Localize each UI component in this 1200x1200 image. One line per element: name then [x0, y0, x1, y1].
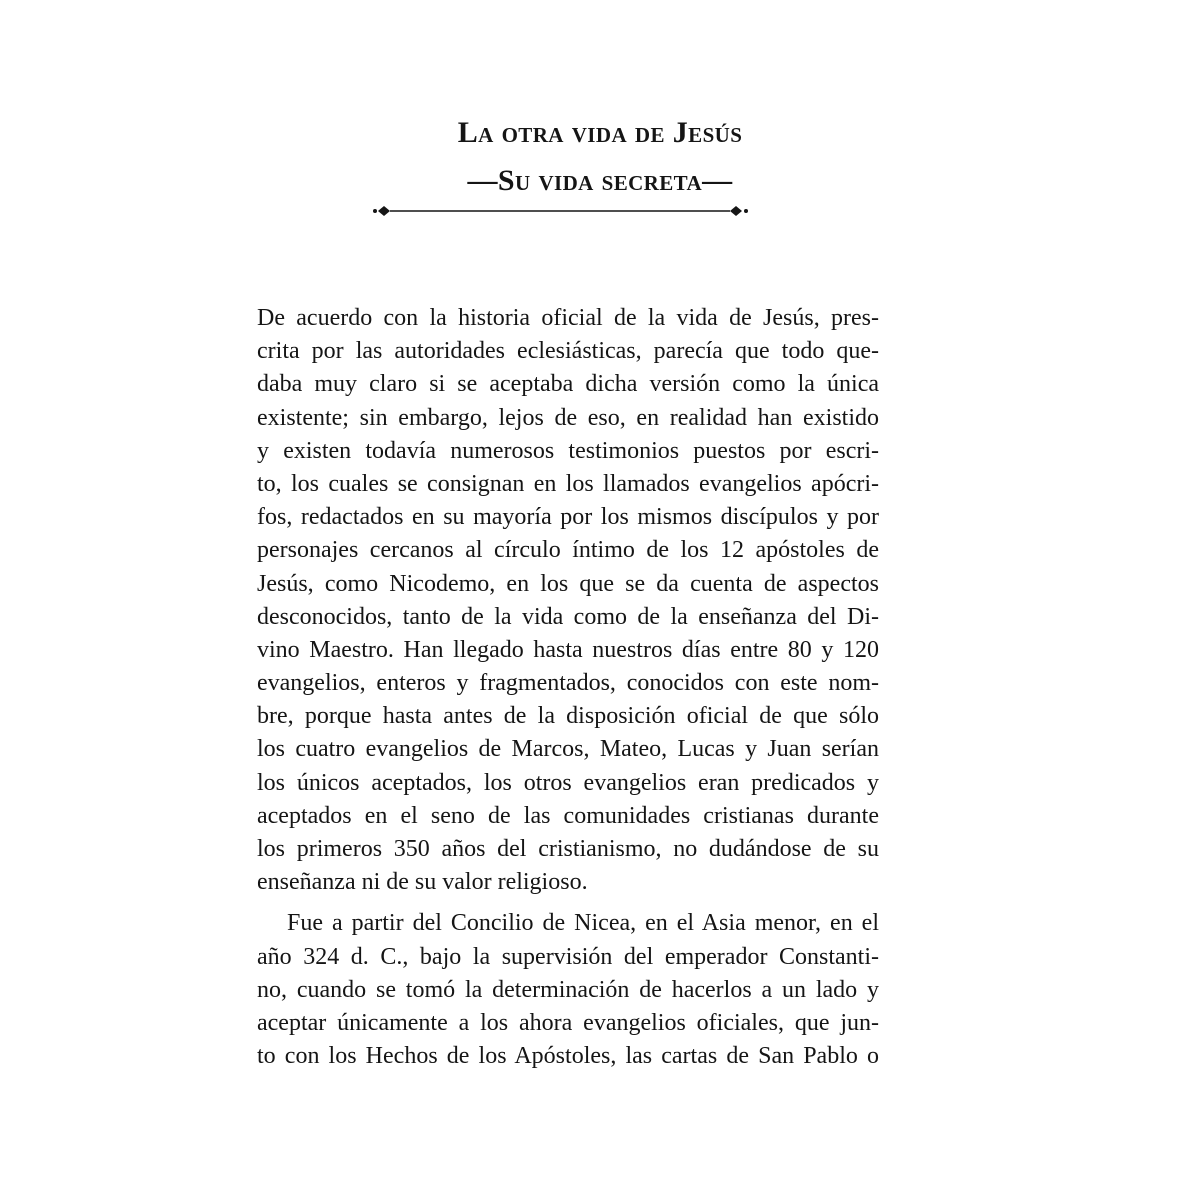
- text-line: bre, porque hasta antes de la disposición oficial de que sólo: [257, 703, 879, 730]
- text-line: aceptados en el seno de las comunidades cristianas durante: [257, 802, 879, 829]
- text-line: los únicos aceptados, los otros evangelios eran predicados y: [257, 769, 879, 796]
- text-line: Fue a partir del Concilio de Nicea, en el Asia menor, en el: [287, 910, 879, 937]
- text-line: to, los cuales se consignan en los llamados evangelios apócri-: [257, 470, 879, 497]
- text-line: desconocidos, tanto de la vida como de la enseñanza del Di-: [257, 603, 879, 630]
- text-line: aceptar únicamente a los ahora evangelios oficiales, que jun-: [257, 1009, 879, 1036]
- text-line: no, cuando se tomó la determinación de hacerlos a un lado y: [257, 976, 879, 1003]
- chapter-title: La otra vida de Jesús: [457, 116, 743, 149]
- text-line: los primeros 350 años del cristianismo, no dudándose de su: [257, 836, 879, 862]
- text-line: año 324 d. C., bajo la supervisión del emperador Constanti-: [257, 943, 879, 970]
- text-line: evangelios, enteros y fragmentados, conocidos con este nom-: [257, 670, 879, 697]
- text-line: los cuatro evangelios de Marcos, Mateo, Lucas y Juan serían: [257, 736, 879, 763]
- text-line: crita por las autoridades eclesiásticas, parecía que todo que-: [257, 338, 879, 365]
- text-line: daba muy claro si se aceptaba dicha versión como la única: [257, 371, 879, 398]
- chapter-subtitle: —Su vida secreta—: [467, 164, 733, 197]
- text-line: y existen todavía numerosos testimonios puestos por escri-: [257, 437, 879, 464]
- text-line: Jesús, como Nicodemo, en los que se da cuenta de aspectos: [257, 570, 879, 597]
- paragraph-1: [257, 302, 879, 899]
- text-line: fos, redactados en su mayoría por los mismos discípulos y por: [257, 504, 879, 531]
- ornamental-rule-icon: [370, 203, 750, 219]
- text-line: De acuerdo con la historia oficial de la vida de Jesús, pres-: [257, 305, 879, 331]
- text-line: enseñanza ni de su valor religioso.: [257, 869, 588, 896]
- text-line: personajes cercanos al círculo íntimo de los 12 apóstoles de: [257, 537, 879, 564]
- text-line: existente; sin embargo, lejos de eso, en realidad han existido: [257, 404, 879, 431]
- text-line: to con los Hechos de los Apóstoles, las cartas de San Pablo o: [257, 1043, 879, 1070]
- body-text: [257, 302, 879, 1073]
- text-line: vino Maestro. Han llegado hasta nuestros días entre 80 y 120: [257, 636, 879, 663]
- paragraph-2: [257, 907, 879, 1073]
